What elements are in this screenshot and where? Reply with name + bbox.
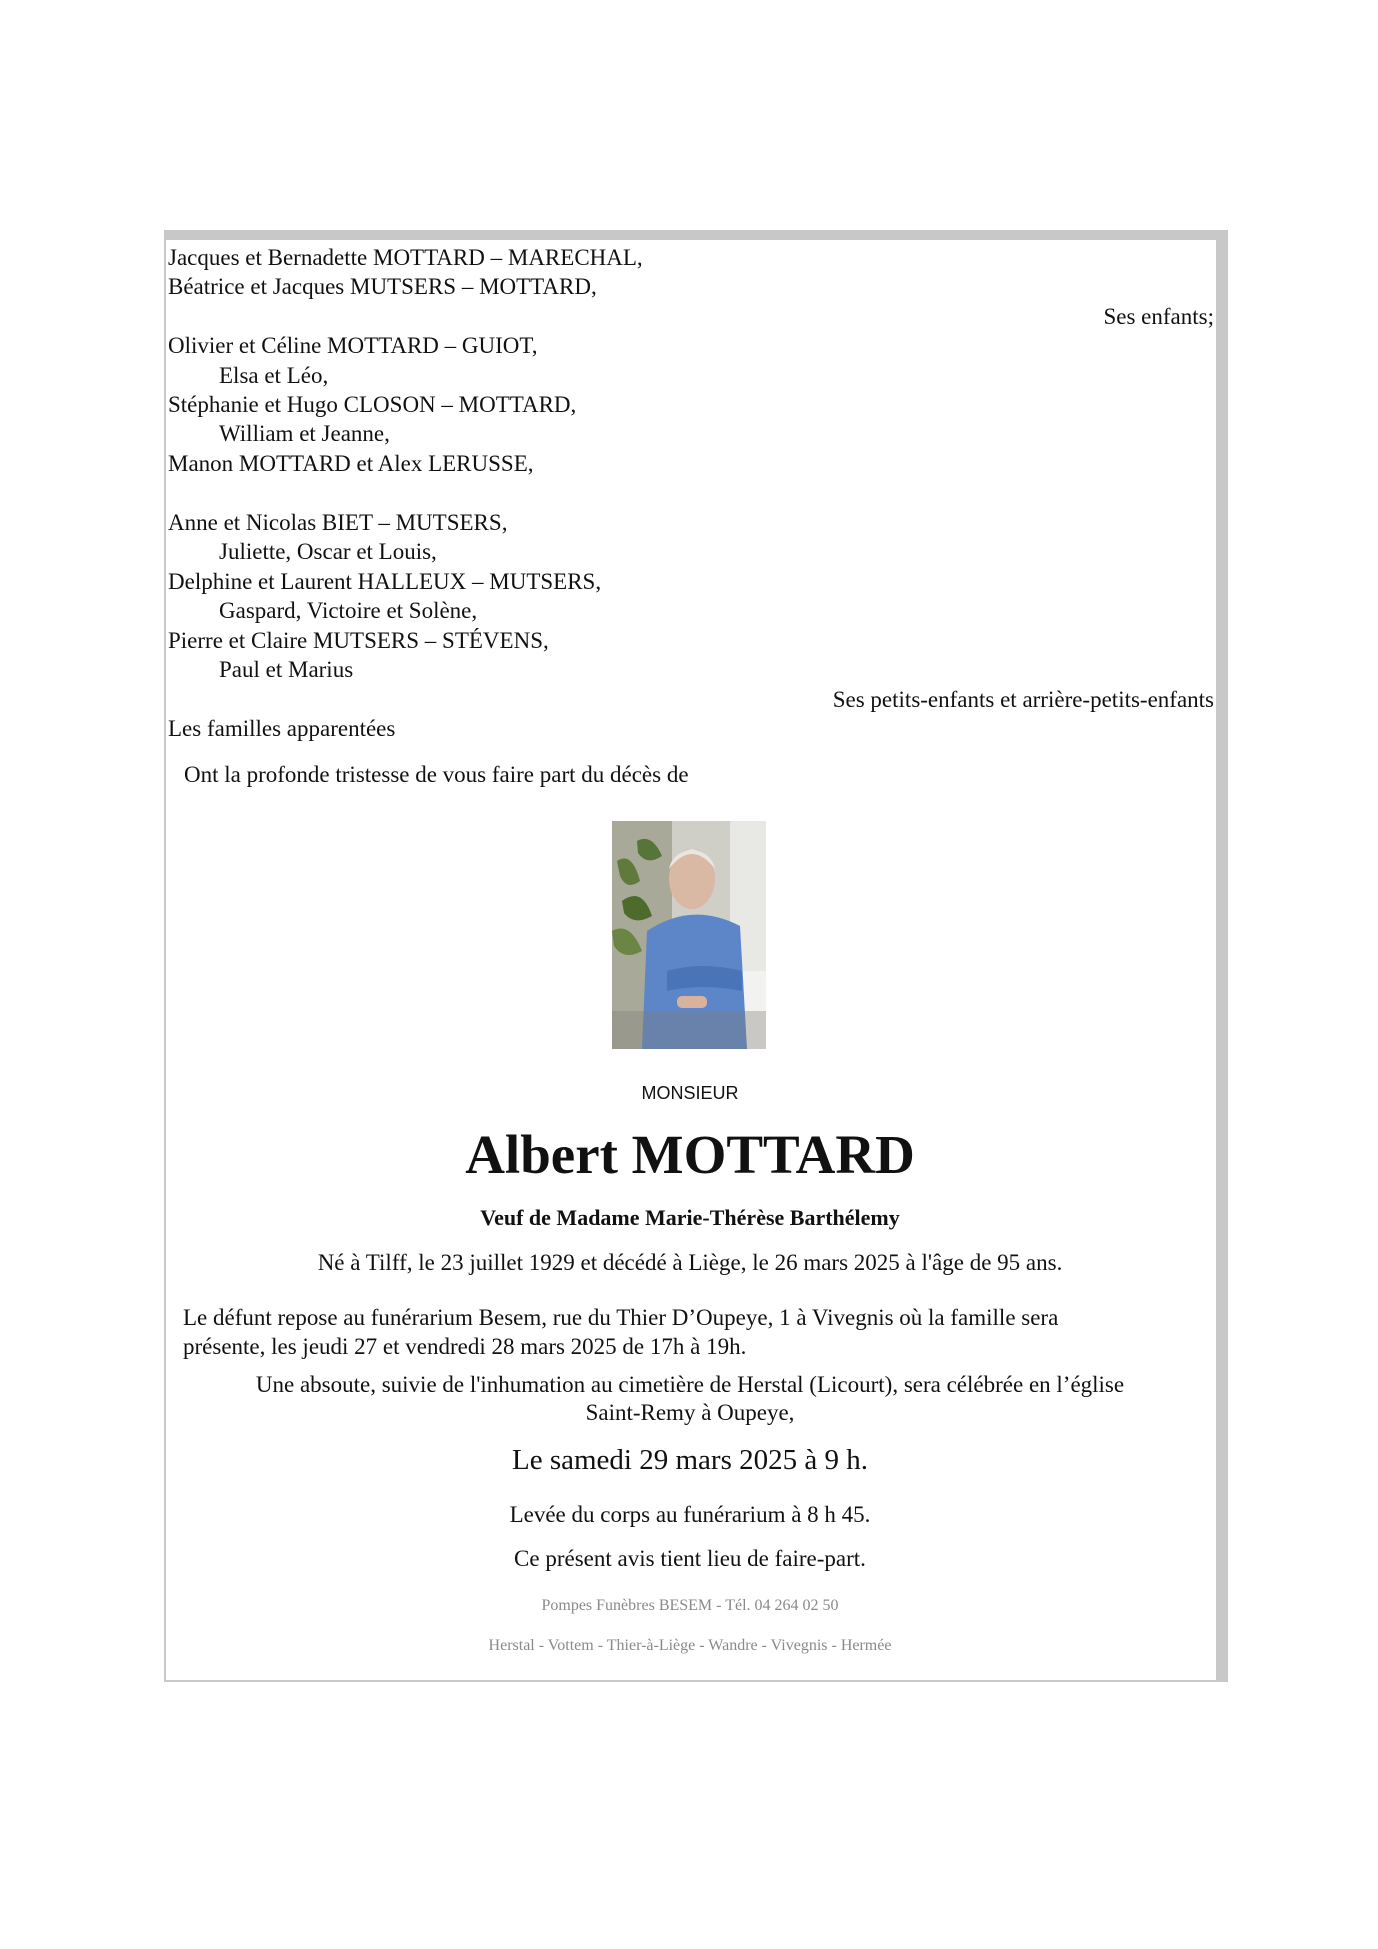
relatives-line: Les familles apparentées: [168, 716, 396, 741]
family-line: William et Jeanne,: [219, 421, 390, 446]
family-line: Juliette, Oscar et Louis,: [219, 539, 437, 564]
family-line: Olivier et Céline MOTTARD – GUIOT,: [168, 333, 538, 358]
family-line: Paul et Marius: [219, 657, 354, 682]
family-line: Pierre et Claire MUTSERS – STÉVENS,: [168, 628, 549, 653]
ceremony-date: Le samedi 29 mars 2025 à 9 h.: [512, 1444, 868, 1476]
levee-line: Levée du corps au funérarium à 8 h 45.: [509, 1502, 871, 1527]
grandchildren-label: Ses petits-enfants et arrière-petits-enfants: [832, 687, 1214, 712]
family-line: Stéphanie et Hugo CLOSON – MOTTARD,: [168, 392, 577, 417]
ceremony-line: Saint-Remy à Oupeye,: [585, 1400, 795, 1425]
family-line: Jacques et Bernadette MOTTARD – MARECHAL,: [168, 245, 643, 270]
family-line: Elsa et Léo,: [219, 363, 329, 388]
rest-line: Le défunt repose au funérarium Besem, rue du Thier D’Oupeye, 1 à Vivegnis où la famille sera: [183, 1305, 1059, 1330]
title-monsieur: MONSIEUR: [641, 1083, 739, 1103]
portrait-photo: [612, 821, 766, 1049]
widower-line: Veuf de Madame Marie-Thérèse Barthélemy: [480, 1205, 900, 1230]
announcement-text: Ont la profonde tristesse de vous faire part du décès de: [184, 762, 689, 787]
rest-line: présente, les jeudi 27 et vendredi 28 mars 2025 de 17h à 19h.: [183, 1334, 747, 1359]
family-line: Delphine et Laurent HALLEUX – MUTSERS,: [168, 569, 602, 594]
birth-death-line: Né à Tilff, le 23 juillet 1929 et décédé à Liège, le 26 mars 2025 à l'âge de 95 ans.: [317, 1250, 1063, 1275]
children-label: Ses enfants;: [1103, 304, 1214, 329]
family-line: Manon MOTTARD et Alex LERUSSE,: [168, 451, 534, 476]
family-line: Anne et Nicolas BIET – MUTSERS,: [168, 510, 508, 535]
family-line: Gaspard, Victoire et Solène,: [219, 598, 478, 623]
family-line: Béatrice et Jacques MUTSERS – MOTTARD,: [168, 274, 597, 299]
funeral-home-line: Pompes Funèbres BESEM - Tél. 04 264 02 50: [541, 1597, 839, 1614]
locations-line: Herstal - Vottem - Thier-à-Liège - Wandre - Vivegnis - Hermée: [488, 1637, 892, 1654]
deceased-name: Albert MOTTARD: [465, 1124, 915, 1185]
ceremony-line: Une absoute, suivie de l'inhumation au cimetière de Herstal (Licourt), sera célébrée en l’église: [255, 1372, 1125, 1397]
notice-line: Ce présent avis tient lieu de faire-part.: [514, 1546, 866, 1571]
